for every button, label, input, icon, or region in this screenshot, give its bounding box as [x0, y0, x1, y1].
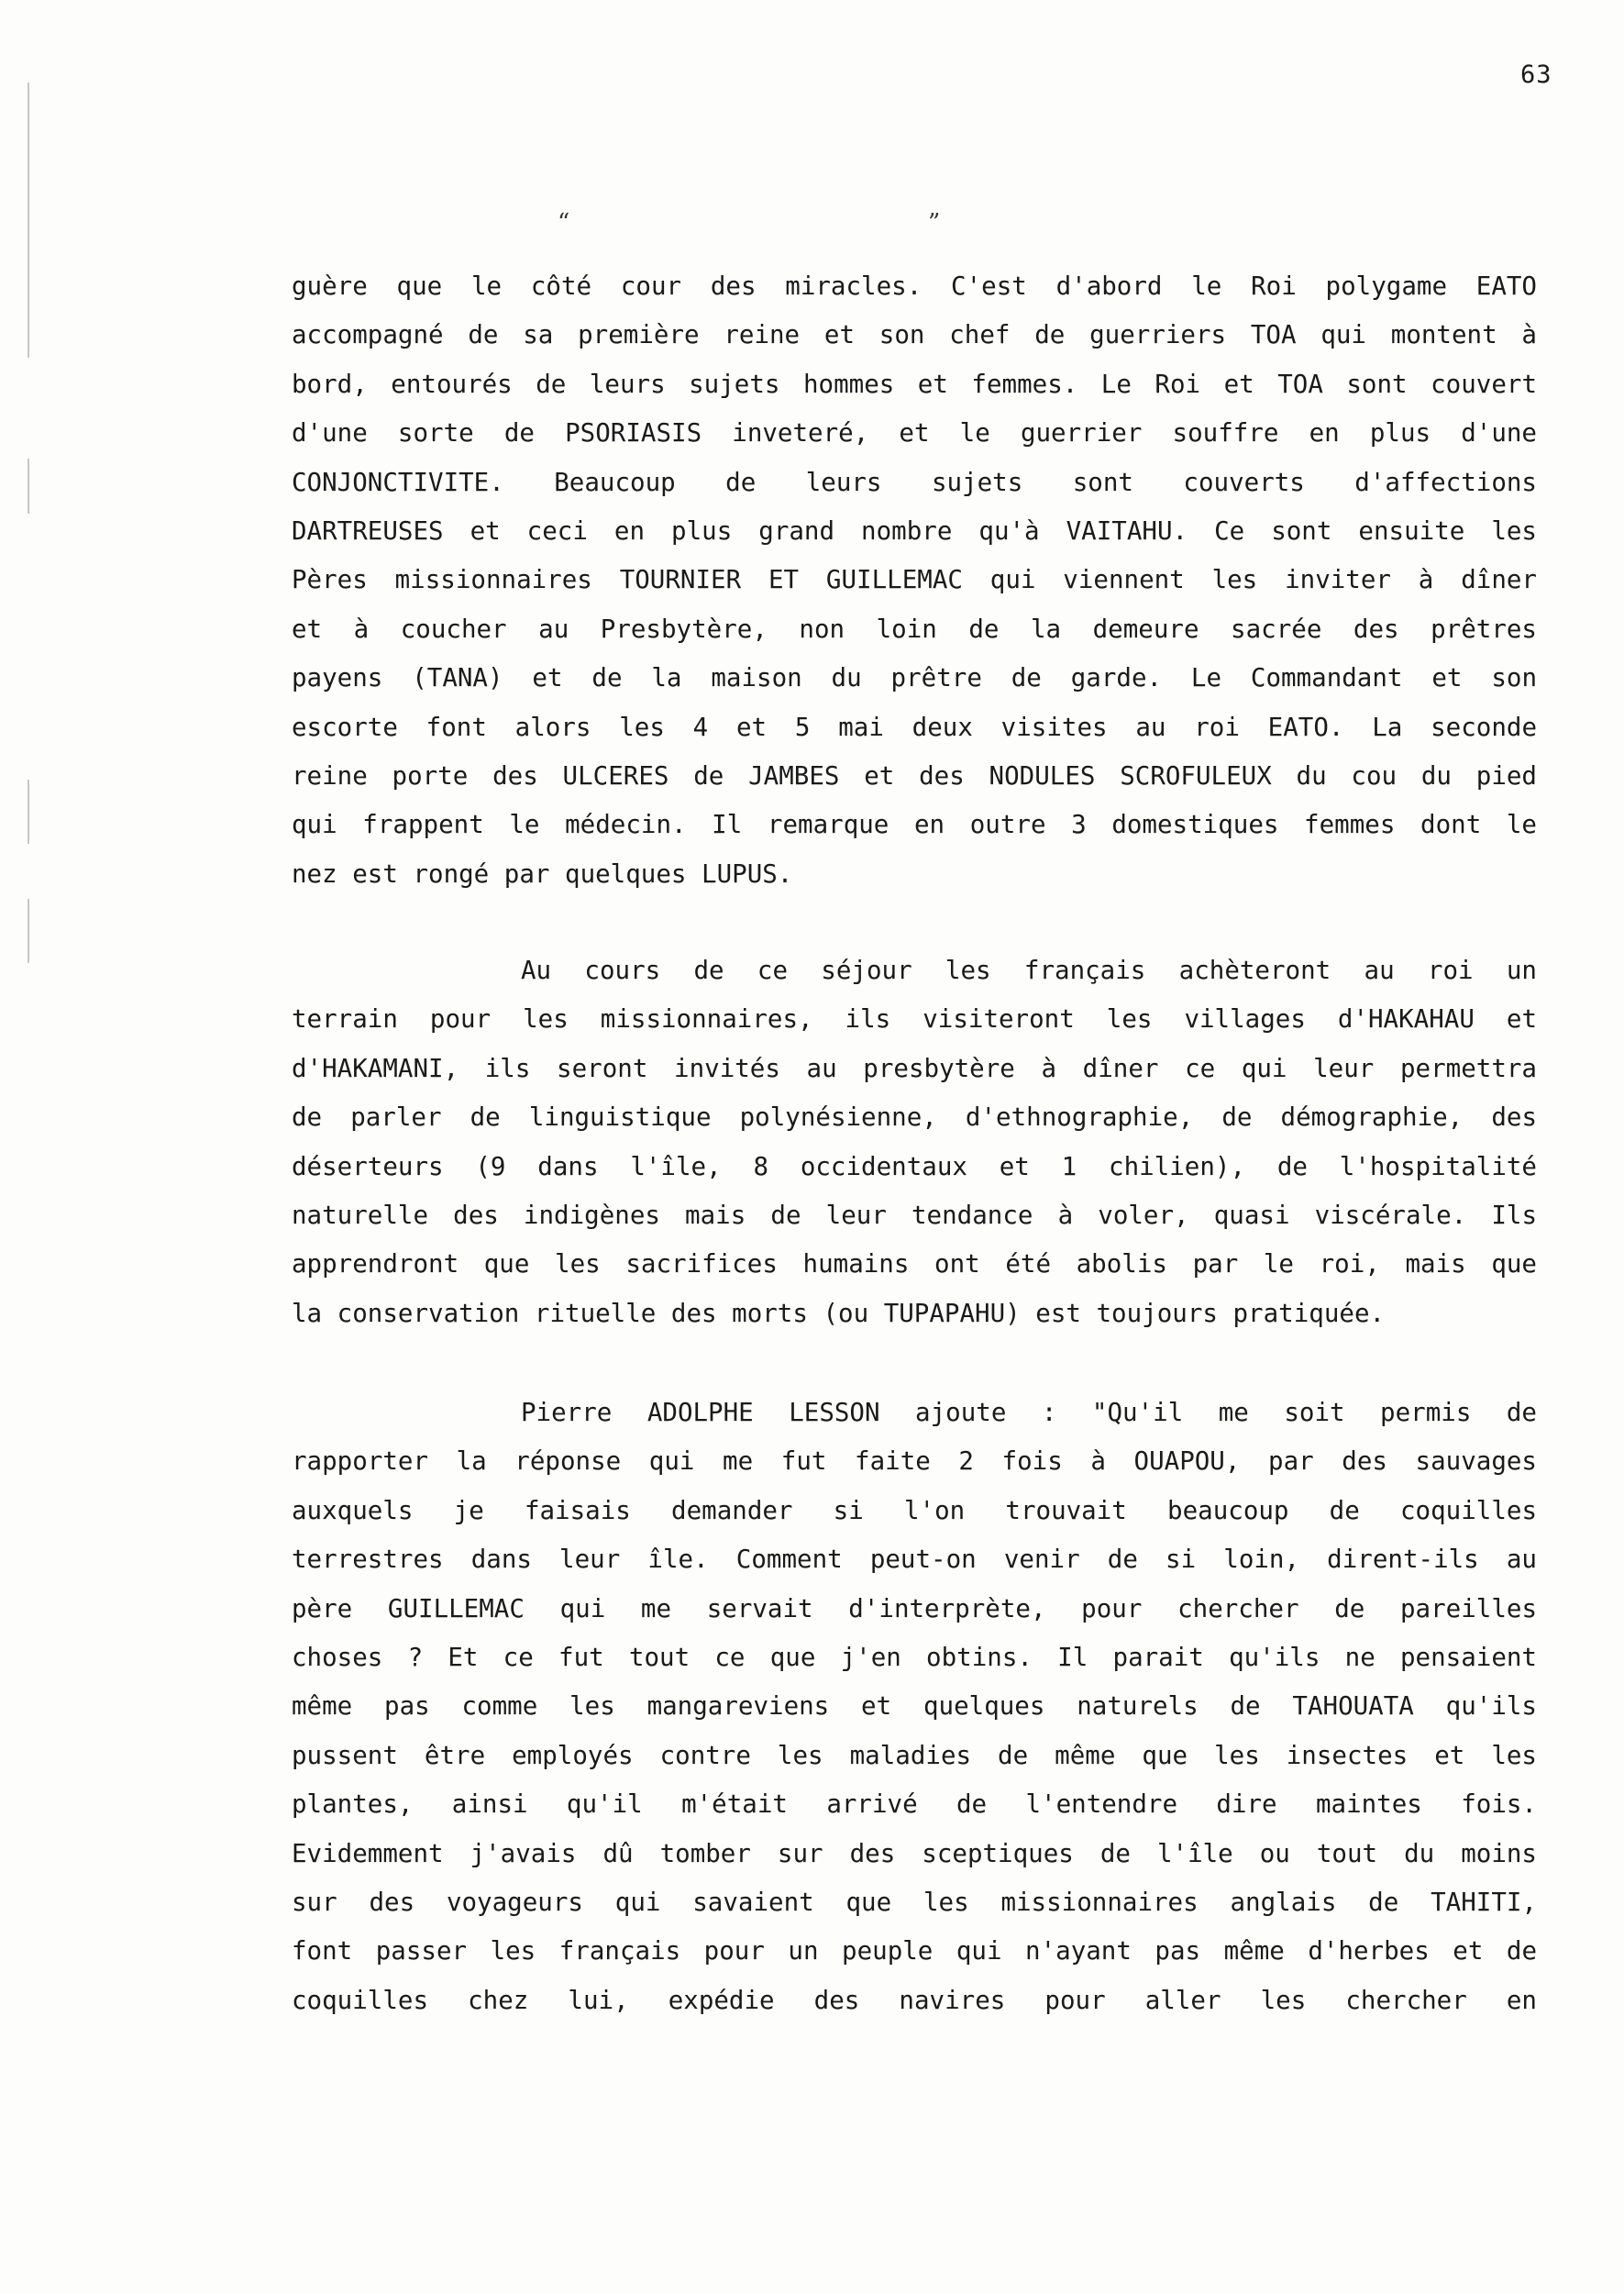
- text-line: sur des voyageurs qui savaient que les missionnaires anglais de TAHITI,: [292, 1887, 1537, 1917]
- text-line: Pierre ADOLPHE LESSON ajoute : "Qu'il me soit permis de: [521, 1398, 1537, 1427]
- text-line: accompagné de sa première reine et son chef de guerriers TOA qui montent à: [292, 320, 1537, 350]
- text-line: escorte font alors les 4 et 5 mai deux visites au roi EATO. La seconde: [292, 712, 1537, 742]
- handwritten-mark: “: [558, 209, 570, 237]
- scan-edge-mark: [28, 780, 29, 844]
- text-line: plantes, ainsi qu'il m'était arrivé de l'entendre dire maintes fois.: [292, 1789, 1537, 1820]
- paragraph-1: [292, 262, 1537, 899]
- text-line: même pas comme les mangareviens et quelques naturels de TAHOUATA qu'ils: [292, 1691, 1537, 1722]
- text-line: de parler de linguistique polynésienne, d'ethnographie, de démographie, des: [292, 1102, 1537, 1133]
- text-line: choses ? Et ce fut tout ce que j'en obtins. Il parait qu'ils ne pensaient: [292, 1642, 1537, 1672]
- scan-edge-mark: [28, 899, 29, 963]
- handwritten-mark: ”: [928, 209, 941, 237]
- text-line: apprendront que les sacrifices humains ont été abolis par le roi, mais que: [292, 1249, 1537, 1279]
- text-line: terrestres dans leur île. Comment peut-on venir de si loin, dirent-ils au: [292, 1545, 1537, 1575]
- text-line: CONJONCTIVITE. Beaucoup de leurs sujets sont couverts d'affections: [292, 467, 1537, 497]
- text-line: Evidemment j'avais dû tomber sur des sceptiques de l'île ou tout du moins: [292, 1838, 1537, 1868]
- text-line: payens (TANA) et de la maison du prêtre de garde. Le Commandant et son: [292, 663, 1537, 693]
- text-line: nez est rongé par quelques LUPUS.: [292, 858, 793, 889]
- text-line: auxquels je faisais demander si l'on trouvait beaucoup de coquilles: [292, 1495, 1537, 1525]
- text-line: la conservation rituelle des morts (ou TUPAPAHU) est toujours pratiquée.: [292, 1298, 1386, 1328]
- scan-edge-mark: [28, 459, 29, 514]
- text-line: rapporter la réponse qui me fut faite 2 fois à OUAPOU, par des sauvages: [292, 1446, 1537, 1477]
- scan-edge-mark: [28, 83, 29, 358]
- text-line: et à coucher au Presbytère, non loin de la demeure sacrée des prêtres: [292, 614, 1537, 644]
- text-line: déserteurs (9 dans l'île, 8 occidentaux et 1 chilien), de l'hospitalité: [292, 1151, 1537, 1181]
- text-line: guère que le côté cour des miracles. C'est d'abord le Roi polygame EATO: [292, 271, 1537, 301]
- text-line: Au cours de ce séjour les français achèteront au roi un: [521, 956, 1537, 985]
- text-line: coquilles chez lui, expédie des navires pour aller les chercher en: [292, 1985, 1537, 2015]
- text-line: Pères missionnaires TOURNIER ET GUILLEMAC qui viennent les inviter à dîner: [292, 565, 1537, 595]
- text-line: d'HAKAMANI, ils seront invités au presbytère à dîner ce qui leur permettra: [292, 1053, 1537, 1083]
- text-line: naturelle des indigènes mais de leur tendance à voler, quasi viscérale. Ils: [292, 1200, 1537, 1230]
- text-line: père GUILLEMAC qui me servait d'interprète, pour chercher de pareilles: [292, 1593, 1537, 1623]
- text-line: qui frappent le médecin. Il remarque en outre 3 domestiques femmes dont le: [292, 810, 1537, 840]
- paragraph-2: [292, 947, 1537, 1338]
- text-line: DARTREUSES et ceci en plus grand nombre qu'à VAITAHU. Ce sont ensuite les: [292, 515, 1537, 546]
- text-line: d'une sorte de PSORIASIS inveteré, et le guerrier souffre en plus d'une: [292, 418, 1537, 449]
- page-number: 63: [1520, 61, 1552, 89]
- paragraph-3: [292, 1389, 1537, 2025]
- text-line: bord, entourés de leurs sujets hommes et femmes. Le Roi et TOA sont couvert: [292, 369, 1537, 399]
- text-line: pussent être employés contre les maladies de même que les insectes et les: [292, 1740, 1537, 1770]
- text-line: reine porte des ULCERES de JAMBES et des NODULES SCROFULEUX du cou du pied: [292, 760, 1537, 791]
- text-line: terrain pour les missionnaires, ils visiteront les villages d'HAKAHAU et: [292, 1004, 1537, 1035]
- text-line: font passer les français pour un peuple qui n'ayant pas même d'herbes et de: [292, 1936, 1537, 1966]
